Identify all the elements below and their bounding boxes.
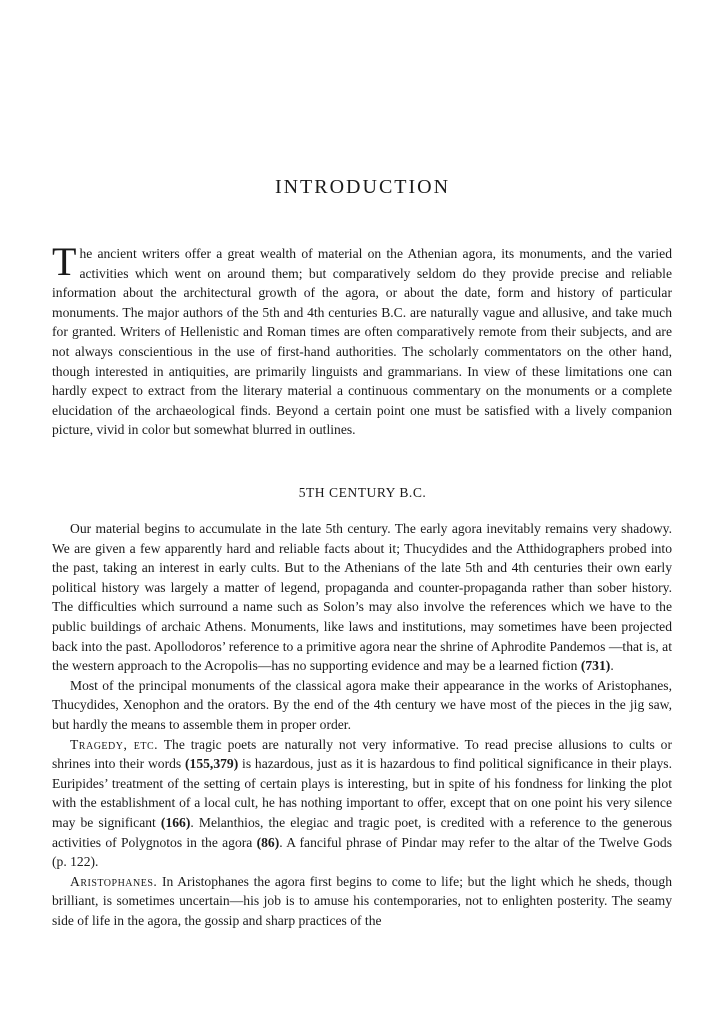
page-title: INTRODUCTION (274, 176, 451, 198)
paragraph-3-text-2: is hazardous, just as it is hazardous to find political significance in their plays. Euripides’ treatment of the setting of certain plays is interesting, but in spite of his fondness for linking the plot with the establishment of a local cult, he has nothing important to offer, except that on one point his very silence may be significant (52, 756, 672, 830)
paragraph-4-text: In Aristophanes the agora first begins to come to life; but the light which he sheds, though brilliant, is sometimes uncertain—his job is to amuse his contemporaries, not to enlighten posterity. The seamy side of life in the agora, the gossip and sharp practices of the (52, 873, 672, 928)
paragraph-1-end: . (610, 658, 614, 674)
paragraph-2: Most of the principal monuments of the classical agora make their appearance in the works of Aristophanes, Thucydides, Xenophon and the orators. By the end of the 4th century we have most of the pieces in the jig saw, but hardly the means to assemble them in proper order. (52, 677, 672, 732)
paragraph-3-text-1: The tragic poets are naturally not very informative. To read precise allusions to cults or shrines into their words (52, 736, 672, 772)
citation-166: (166) (160, 814, 191, 830)
section-heading: 5TH CENTURY B.C. (298, 485, 427, 500)
main-text (52, 519, 672, 930)
intro-paragraph (52, 239, 672, 440)
paragraph-1 (52, 519, 672, 676)
paragraph-3-text-4: . A fanciful phrase of Pindar may refer to the altar of the Twelve Gods (p. 122). (52, 834, 672, 870)
tragedy-lead: Tragedy, etc. (70, 736, 159, 752)
citation-731: (731) (580, 658, 611, 674)
aristophanes-lead: Aristophanes. (70, 873, 158, 889)
intro-body: he ancient writers offer a great wealth of material on the Athenian agora, its monuments, and the varied activities which went on around them; but comparatively seldom do they provide precise and reliable information about the architectural growth of the agora, or about the date, form and history of particular monuments. The major authors of the 5th and 4th centuries B.C. are naturally vague and allusive, and take much for granted. Writers of Hellenistic and Roman times are often comparatively remote from their subjects, and are not always conscientious in the use of first-hand authorities. The scholarly commentators on the other hand, though interested in antiquities, are primarily linguists and grammarians. In view of these limitations one can hardly expect to extract from the literary material a continuous commentary on the monuments or a complete elucidation of the archaeological finds. Beyond a certain point one must be satisfied with a lively companion picture, vivid in color but somewhat blurred in outlines. (52, 246, 672, 438)
intro-text (52, 239, 672, 440)
paragraph-4 (52, 872, 672, 931)
citation-155-379: (155,379) (185, 756, 239, 772)
drop-cap: T (52, 239, 77, 284)
citation-86: (86) (256, 834, 280, 850)
paragraph-3-text-3: . Melanthios, the elegiac and tragic poet, is credited with a reference to the generous activities of Polygnotos in the agora (52, 814, 673, 850)
paragraph-3 (52, 735, 672, 872)
paragraph-1-text: Our material begins to accumulate in the late 5th century. The early agora inevitably remains very shadowy. We are given a few apparently hard and reliable facts about it; Thucydides and the Atthidographers probed into the past, taking an interest in early cults. But to the Athenians of the late 5th and 4th centuries their own early political history was largely a matter of legend, propaganda and counter-propaganda rather than sober history. The difficulties which surround a name such as Solon’s may also involve the references which we have to the public buildings of archaic Athens. Monuments, like laws and institutions, may sometimes have been projected back into the past. Apollodoros’ reference to a primitive agora near the shrine of Aphrodite Pandemos —that is, at the western approach to the Acropolis—has no supporting evidence and may be a learned fiction (52, 521, 672, 674)
